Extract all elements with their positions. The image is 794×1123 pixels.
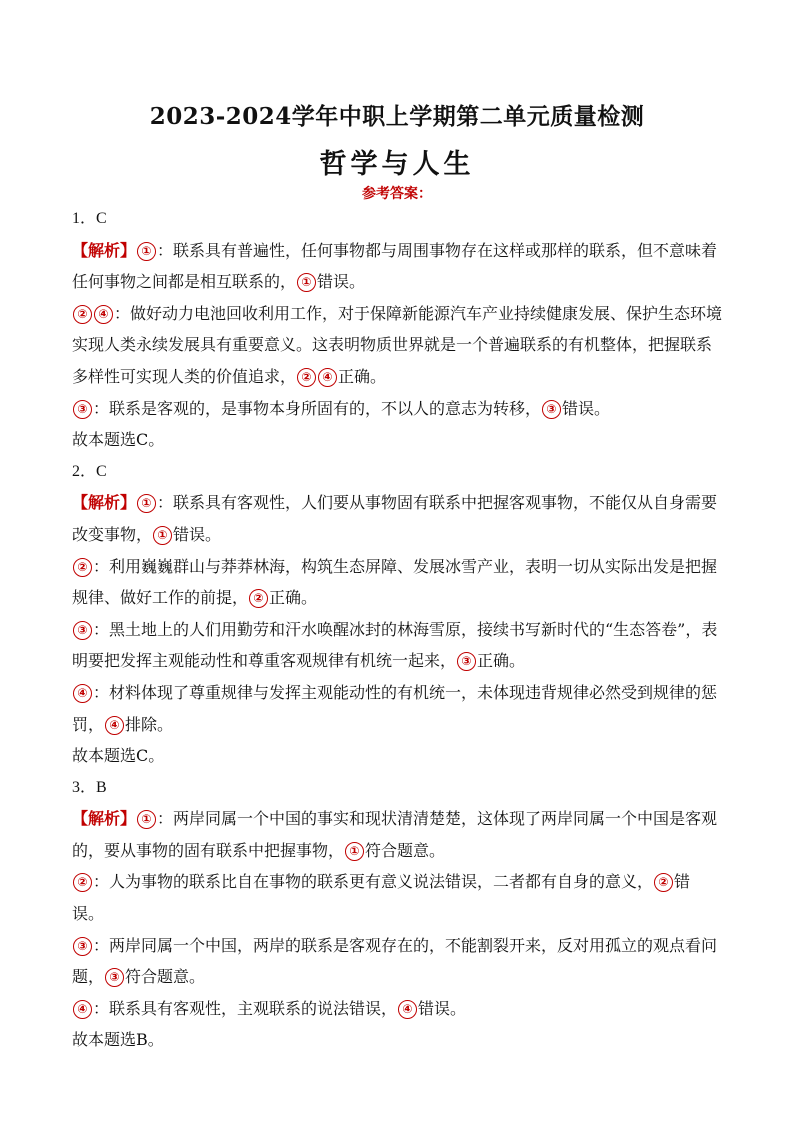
analysis-paragraph bbox=[72, 614, 722, 677]
conclusion-text: 故本题选B。 bbox=[72, 1030, 164, 1050]
analysis-paragraph bbox=[72, 487, 722, 550]
option-marker: ③ bbox=[73, 621, 92, 640]
option-marker: ④ bbox=[318, 368, 337, 387]
option-marker: ② bbox=[249, 589, 268, 608]
option-marker: ④ bbox=[94, 305, 113, 324]
conclusion-text: 故本题选C。 bbox=[72, 430, 165, 450]
analysis-paragraph bbox=[72, 993, 722, 1025]
option-marker: ④ bbox=[73, 684, 92, 703]
analysis-paragraph bbox=[72, 930, 722, 993]
analysis-paragraph bbox=[72, 866, 722, 929]
question-number: 1．C bbox=[72, 210, 107, 227]
conclusion-text: 故本题选C。 bbox=[72, 746, 165, 766]
analysis-text: ：联系是客观的，是事物本身所固有的，不以人的意志为转移， bbox=[93, 398, 542, 418]
verdict-text: 错误。 bbox=[72, 872, 691, 924]
analysis-text: ：利用巍巍群山与莽莽林海，构筑生态屏障、发展冰雪产业，表明一切从实际出发是把握规律、做好工作的前提， bbox=[72, 556, 718, 608]
option-marker: ③ bbox=[542, 400, 561, 419]
analysis-tag: 【解析】 bbox=[72, 240, 137, 260]
analysis-text: ：做好动力电池回收利用工作，对于保障新能源汽车产业持续健康发展、保护生态环境实现人类永续发展具有重要意义。这表明物质世界就是一个普遍联系的有机整体，把握联系多样性可实现人类的价值追求， bbox=[72, 303, 723, 386]
option-marker: ③ bbox=[73, 400, 92, 419]
answers-label: 参考答案： bbox=[362, 186, 432, 202]
analysis-paragraph bbox=[72, 803, 722, 866]
option-marker: ④ bbox=[73, 1000, 92, 1019]
option-marker: ② bbox=[297, 368, 316, 387]
option-marker: ③ bbox=[105, 968, 124, 987]
question-number: 3．B bbox=[72, 778, 107, 796]
verdict-text: 错误。 bbox=[562, 398, 611, 418]
analysis-text: ：人为事物的联系比自在事物的联系更有意义说法错误，二者都有自身的意义， bbox=[93, 872, 654, 892]
analysis-text: ：两岸同属一个中国的事实和现状清清楚楚，这体现了两岸同属一个中国是客观的，要从事物的固有联系中把握事物， bbox=[72, 809, 718, 860]
analysis-text: ：联系具有普遍性，任何事物都与周围事物存在这样或那样的联系，但不意味着任何事物之间都是相互联系的， bbox=[72, 240, 718, 292]
analysis-tag: 【解析】 bbox=[72, 493, 137, 513]
option-marker: ② bbox=[73, 305, 92, 324]
question-number: 2．C bbox=[72, 462, 107, 480]
option-marker: ① bbox=[345, 842, 364, 861]
option-marker: ① bbox=[297, 273, 316, 292]
analysis-paragraph bbox=[72, 298, 722, 393]
verdict-text: 排除。 bbox=[125, 714, 174, 734]
analysis-text: ：材料体现了尊重规律与发挥主观能动性的有机统一，未体现违背规律必然受到规律的惩罚， bbox=[72, 682, 718, 734]
verdict-text: 正确。 bbox=[269, 588, 318, 608]
option-marker: ④ bbox=[105, 716, 124, 735]
analysis-text: ：两岸同属一个中国，两岸的联系是客观存在的，不能割裂开来，反对用孤立的观点看问题， bbox=[72, 935, 718, 987]
verdict-text: 正确。 bbox=[338, 366, 387, 386]
verdict-text: 错误。 bbox=[418, 998, 467, 1018]
option-marker: ③ bbox=[73, 937, 92, 956]
verdict-text: 错误。 bbox=[173, 524, 222, 544]
subject-title: 哲学与人生 bbox=[319, 149, 475, 180]
analysis-text: ：联系具有客观性，人们要从事物固有联系中把握客观事物，不能仅从自身需要改变事物， bbox=[72, 493, 718, 544]
analysis-paragraph bbox=[72, 235, 722, 298]
option-marker: ② bbox=[73, 873, 92, 892]
option-marker: ① bbox=[137, 810, 156, 829]
answer-content bbox=[72, 203, 722, 1056]
verdict-text: 符合题意。 bbox=[125, 967, 206, 987]
analysis-paragraph bbox=[72, 393, 722, 425]
option-marker: ③ bbox=[457, 652, 476, 671]
option-marker: ④ bbox=[398, 1000, 417, 1019]
option-marker: ② bbox=[654, 873, 673, 892]
verdict-text: 符合题意。 bbox=[365, 840, 446, 860]
option-marker: ① bbox=[137, 494, 156, 513]
option-marker: ① bbox=[153, 526, 172, 545]
analysis-text: ：黑土地上的人们用勤劳和汗水唤醒冰封的林海雪原，接续书写新时代的“生态答卷”，表明要把发挥主观能动性和尊重客观规律有机统一起来， bbox=[72, 619, 718, 671]
verdict-text: 正确。 bbox=[477, 651, 526, 671]
analysis-paragraph bbox=[72, 551, 722, 614]
verdict-text: 错误。 bbox=[317, 272, 366, 292]
analysis-paragraph bbox=[72, 677, 722, 740]
analysis-text: ：联系具有客观性，主观联系的说法错误， bbox=[93, 998, 398, 1018]
document-title: 2023-2024学年中职上学期第二单元质量检测 bbox=[149, 103, 645, 130]
option-marker: ② bbox=[73, 558, 92, 577]
option-marker: ① bbox=[137, 242, 156, 261]
analysis-tag: 【解析】 bbox=[72, 809, 137, 829]
